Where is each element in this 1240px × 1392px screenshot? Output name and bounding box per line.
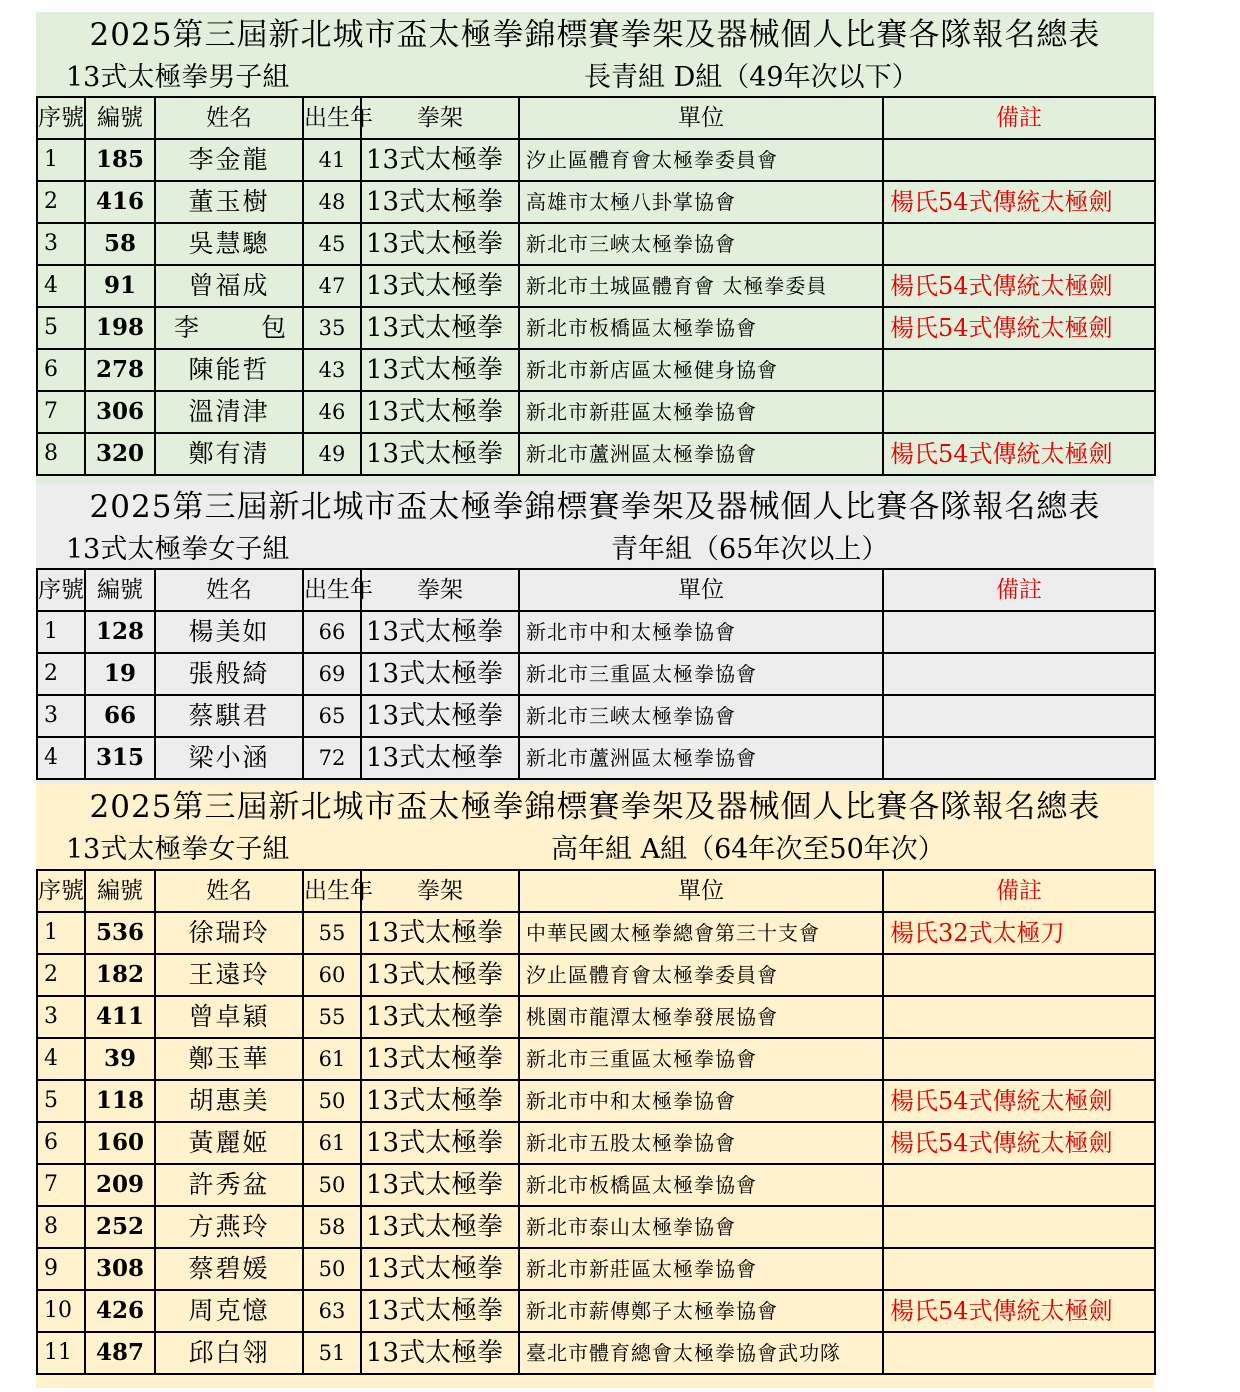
- birth-year-cell: 41: [303, 139, 361, 181]
- unit-cell: 汐止區體育會太極拳委員會: [519, 954, 883, 996]
- seq-cell: 3: [37, 223, 85, 265]
- note-cell: 楊氏32式太極刀: [883, 912, 1155, 954]
- name-cell: 胡惠美: [155, 1080, 303, 1122]
- seq-cell: 3: [37, 695, 85, 737]
- table-row: [37, 1122, 1155, 1164]
- section-women-youth: [36, 484, 1154, 784]
- number-cell: 19: [85, 653, 155, 695]
- birth-year-cell: 58: [303, 1206, 361, 1248]
- number-cell: 128: [85, 611, 155, 653]
- name-cell: 方燕玲: [155, 1206, 303, 1248]
- header-unit: 單位: [519, 97, 883, 139]
- note-cell: [883, 695, 1155, 737]
- header-name: 姓名: [155, 569, 303, 611]
- unit-cell: 新北市三峽太極拳協會: [519, 223, 883, 265]
- style-cell: 13式太極拳: [361, 1290, 519, 1332]
- name-cell: 周克憶: [155, 1290, 303, 1332]
- number-cell: 320: [85, 433, 155, 475]
- table-row: [37, 954, 1155, 996]
- birth-year-cell: 43: [303, 349, 361, 391]
- unit-cell: 新北市三重區太極拳協會: [519, 1038, 883, 1080]
- seq-cell: 1: [37, 611, 85, 653]
- number-cell: 487: [85, 1332, 155, 1374]
- section-title: 2025第三屆新北城市盃太極拳錦標賽拳架及器械個人比賽各隊報名總表: [89, 789, 1101, 825]
- table-row: [37, 695, 1155, 737]
- name-cell: 邱白翎: [155, 1332, 303, 1374]
- table-row: [37, 1080, 1155, 1122]
- name-cell: 曾卓穎: [155, 996, 303, 1038]
- seq-cell: 5: [37, 307, 85, 349]
- style-cell: 13式太極拳: [361, 954, 519, 996]
- style-cell: 13式太極拳: [361, 391, 519, 433]
- header-note: 備註: [883, 569, 1155, 611]
- name-cell: 王遠玲: [155, 954, 303, 996]
- birth-year-cell: 50: [303, 1248, 361, 1290]
- style-cell: 13式太極拳: [361, 1332, 519, 1374]
- style-cell: 13式太極拳: [361, 996, 519, 1038]
- number-cell: 58: [85, 223, 155, 265]
- unit-cell: 新北市三峽太極拳協會: [519, 695, 883, 737]
- seq-cell: 7: [37, 1164, 85, 1206]
- table-header-row: [37, 97, 1155, 139]
- number-cell: 185: [85, 139, 155, 181]
- birth-year-cell: 47: [303, 265, 361, 307]
- header-unit: 單位: [519, 870, 883, 912]
- note-cell: [883, 391, 1155, 433]
- header-name: 姓名: [155, 97, 303, 139]
- unit-cell: 新北市中和太極拳協會: [519, 1080, 883, 1122]
- table-header-row: [37, 569, 1155, 611]
- name-cell: 張般綺: [155, 653, 303, 695]
- unit-cell: 新北市板橋區太極拳協會: [519, 1164, 883, 1206]
- note-cell: [883, 954, 1155, 996]
- seq-cell: 7: [37, 391, 85, 433]
- seq-cell: 1: [37, 139, 85, 181]
- number-cell: 198: [85, 307, 155, 349]
- table-row: [37, 181, 1155, 223]
- table-row: [37, 223, 1155, 265]
- birth-year-cell: 63: [303, 1290, 361, 1332]
- unit-cell: 桃園市龍潭太極拳發展協會: [519, 996, 883, 1038]
- header-seq: 序號: [37, 870, 85, 912]
- name-cell: 李金龍: [155, 139, 303, 181]
- style-cell: 13式太極拳: [361, 223, 519, 265]
- style-cell: 13式太極拳: [361, 1038, 519, 1080]
- number-cell: 118: [85, 1080, 155, 1122]
- name-cell: 徐瑞玲: [155, 912, 303, 954]
- note-cell: [883, 653, 1155, 695]
- table-row: [37, 433, 1155, 475]
- unit-cell: 新北市泰山太極拳協會: [519, 1206, 883, 1248]
- style-cell: 13式太極拳: [361, 611, 519, 653]
- note-cell: 楊氏54式傳統太極劍: [883, 1080, 1155, 1122]
- name-cell: 鄭玉華: [155, 1038, 303, 1080]
- number-cell: 426: [85, 1290, 155, 1332]
- seq-cell: 1: [37, 912, 85, 954]
- table-row: [37, 1038, 1155, 1080]
- birth-year-cell: 50: [303, 1164, 361, 1206]
- group-label: 長青組 D組（49年次以下）: [584, 62, 919, 93]
- birth-year-cell: 49: [303, 433, 361, 475]
- note-cell: [883, 1206, 1155, 1248]
- unit-cell: 新北市蘆洲區太極拳協會: [519, 737, 883, 779]
- seq-cell: 4: [37, 265, 85, 307]
- style-cell: 13式太極拳: [361, 653, 519, 695]
- name-cell: 李 包: [155, 307, 303, 349]
- table-row: [37, 1248, 1155, 1290]
- style-cell: 13式太極拳: [361, 349, 519, 391]
- seq-cell: 5: [37, 1080, 85, 1122]
- note-cell: 楊氏54式傳統太極劍: [883, 1290, 1155, 1332]
- style-cell: 13式太極拳: [361, 1080, 519, 1122]
- name-cell: 許秀盆: [155, 1164, 303, 1206]
- name-cell: 楊美如: [155, 611, 303, 653]
- style-cell: 13式太極拳: [361, 181, 519, 223]
- style-cell: 13式太極拳: [361, 1122, 519, 1164]
- header-style: 拳架: [361, 870, 519, 912]
- header-year: 出生年: [303, 569, 361, 611]
- table-row: [37, 653, 1155, 695]
- style-cell: 13式太極拳: [361, 1248, 519, 1290]
- category-label: 13式太極拳男子組: [66, 62, 290, 93]
- name-cell: 曾福成: [155, 265, 303, 307]
- note-cell: [883, 1164, 1155, 1206]
- group-label: 青年組（65年次以上）: [611, 534, 889, 565]
- seq-cell: 10: [37, 1290, 85, 1332]
- table-row: [37, 737, 1155, 779]
- number-cell: 536: [85, 912, 155, 954]
- table-row: [37, 1206, 1155, 1248]
- table-row: [37, 1164, 1155, 1206]
- unit-cell: 新北市中和太極拳協會: [519, 611, 883, 653]
- category-label: 13式太極拳女子組: [66, 534, 290, 565]
- header-note: 備註: [883, 97, 1155, 139]
- birth-year-cell: 69: [303, 653, 361, 695]
- birth-year-cell: 72: [303, 737, 361, 779]
- unit-cell: 新北市蘆洲區太極拳協會: [519, 433, 883, 475]
- number-cell: 416: [85, 181, 155, 223]
- table-row: [37, 1290, 1155, 1332]
- seq-cell: 8: [37, 433, 85, 475]
- note-cell: 楊氏54式傳統太極劍: [883, 307, 1155, 349]
- number-cell: 209: [85, 1164, 155, 1206]
- unit-cell: 新北市薪傳鄭子太極拳協會: [519, 1290, 883, 1332]
- section-title: 2025第三屆新北城市盃太極拳錦標賽拳架及器械個人比賽各隊報名總表: [89, 17, 1101, 53]
- header-note: 備註: [883, 870, 1155, 912]
- birth-year-cell: 35: [303, 307, 361, 349]
- header-name: 姓名: [155, 870, 303, 912]
- name-cell: 董玉樹: [155, 181, 303, 223]
- seq-cell: 2: [37, 653, 85, 695]
- unit-cell: 汐止區體育會太極拳委員會: [519, 139, 883, 181]
- table-header-row: [37, 870, 1155, 912]
- note-cell: 楊氏54式傳統太極劍: [883, 433, 1155, 475]
- table-row: [37, 611, 1155, 653]
- style-cell: 13式太極拳: [361, 1206, 519, 1248]
- number-cell: 308: [85, 1248, 155, 1290]
- unit-cell: 臺北市體育總會太極拳協會武功隊: [519, 1332, 883, 1374]
- note-cell: [883, 611, 1155, 653]
- group-label: 高年組 A組（64年次至50年次）: [551, 834, 945, 865]
- style-cell: 13式太極拳: [361, 912, 519, 954]
- name-cell: 吳慧驄: [155, 223, 303, 265]
- name-cell: 蔡騏君: [155, 695, 303, 737]
- header-unit: 單位: [519, 569, 883, 611]
- number-cell: 39: [85, 1038, 155, 1080]
- name-cell: 黃麗姬: [155, 1122, 303, 1164]
- header-seq: 序號: [37, 97, 85, 139]
- number-cell: 252: [85, 1206, 155, 1248]
- unit-cell: 新北市土城區體育會 太極拳委員: [519, 265, 883, 307]
- style-cell: 13式太極拳: [361, 737, 519, 779]
- number-cell: 91: [85, 265, 155, 307]
- number-cell: 66: [85, 695, 155, 737]
- birth-year-cell: 61: [303, 1122, 361, 1164]
- number-cell: 411: [85, 996, 155, 1038]
- table-row: [37, 139, 1155, 181]
- section-title: 2025第三屆新北城市盃太極拳錦標賽拳架及器械個人比賽各隊報名總表: [89, 489, 1101, 525]
- birth-year-cell: 66: [303, 611, 361, 653]
- seq-cell: 8: [37, 1206, 85, 1248]
- table-row: [37, 307, 1155, 349]
- note-cell: 楊氏54式傳統太極劍: [883, 1122, 1155, 1164]
- birth-year-cell: 51: [303, 1332, 361, 1374]
- header-style: 拳架: [361, 97, 519, 139]
- header-num: 編號: [85, 97, 155, 139]
- header-num: 編號: [85, 870, 155, 912]
- header-num: 編號: [85, 569, 155, 611]
- birth-year-cell: 61: [303, 1038, 361, 1080]
- name-cell: 陳能哲: [155, 349, 303, 391]
- birth-year-cell: 65: [303, 695, 361, 737]
- unit-cell: 高雄市太極八卦掌協會: [519, 181, 883, 223]
- table-row: [37, 912, 1155, 954]
- note-cell: [883, 1332, 1155, 1374]
- registration-table: [36, 96, 1156, 476]
- header-year: 出生年: [303, 97, 361, 139]
- table-row: [37, 1332, 1155, 1374]
- header-style: 拳架: [361, 569, 519, 611]
- section-women-senior-a: [36, 784, 1154, 1388]
- number-cell: 306: [85, 391, 155, 433]
- registration-table: [36, 568, 1156, 780]
- table-row: [37, 996, 1155, 1038]
- header-year: 出生年: [303, 870, 361, 912]
- name-cell: 梁小涵: [155, 737, 303, 779]
- unit-cell: 新北市新莊區太極拳協會: [519, 1248, 883, 1290]
- note-cell: [883, 223, 1155, 265]
- unit-cell: 新北市板橋區太極拳協會: [519, 307, 883, 349]
- name-cell: 鄭有清: [155, 433, 303, 475]
- style-cell: 13式太極拳: [361, 695, 519, 737]
- seq-cell: 9: [37, 1248, 85, 1290]
- style-cell: 13式太極拳: [361, 265, 519, 307]
- unit-cell: 新北市新莊區太極拳協會: [519, 391, 883, 433]
- birth-year-cell: 46: [303, 391, 361, 433]
- note-cell: [883, 139, 1155, 181]
- unit-cell: 新北市三重區太極拳協會: [519, 653, 883, 695]
- style-cell: 13式太極拳: [361, 433, 519, 475]
- style-cell: 13式太極拳: [361, 307, 519, 349]
- note-cell: 楊氏54式傳統太極劍: [883, 181, 1155, 223]
- table-row: [37, 391, 1155, 433]
- style-cell: 13式太極拳: [361, 139, 519, 181]
- unit-cell: 中華民國太極拳總會第三十支會: [519, 912, 883, 954]
- seq-cell: 4: [37, 1038, 85, 1080]
- seq-cell: 2: [37, 181, 85, 223]
- unit-cell: 新北市新店區太極健身協會: [519, 349, 883, 391]
- name-cell: 溫清津: [155, 391, 303, 433]
- header-seq: 序號: [37, 569, 85, 611]
- number-cell: 160: [85, 1122, 155, 1164]
- number-cell: 278: [85, 349, 155, 391]
- style-cell: 13式太極拳: [361, 1164, 519, 1206]
- registration-table: [36, 869, 1156, 1375]
- note-cell: [883, 1038, 1155, 1080]
- table-row: [37, 349, 1155, 391]
- birth-year-cell: 48: [303, 181, 361, 223]
- note-cell: [883, 737, 1155, 779]
- table-row: [37, 265, 1155, 307]
- unit-cell: 新北市五股太極拳協會: [519, 1122, 883, 1164]
- note-cell: [883, 349, 1155, 391]
- note-cell: [883, 1248, 1155, 1290]
- birth-year-cell: 55: [303, 912, 361, 954]
- birth-year-cell: 55: [303, 996, 361, 1038]
- seq-cell: 3: [37, 996, 85, 1038]
- name-cell: 蔡碧媛: [155, 1248, 303, 1290]
- category-label: 13式太極拳女子組: [66, 834, 290, 865]
- seq-cell: 11: [37, 1332, 85, 1374]
- number-cell: 182: [85, 954, 155, 996]
- birth-year-cell: 45: [303, 223, 361, 265]
- note-cell: [883, 996, 1155, 1038]
- number-cell: 315: [85, 737, 155, 779]
- seq-cell: 6: [37, 349, 85, 391]
- seq-cell: 2: [37, 954, 85, 996]
- seq-cell: 4: [37, 737, 85, 779]
- birth-year-cell: 50: [303, 1080, 361, 1122]
- section-men-senior-d: [36, 12, 1154, 484]
- birth-year-cell: 60: [303, 954, 361, 996]
- note-cell: 楊氏54式傳統太極劍: [883, 265, 1155, 307]
- seq-cell: 6: [37, 1122, 85, 1164]
